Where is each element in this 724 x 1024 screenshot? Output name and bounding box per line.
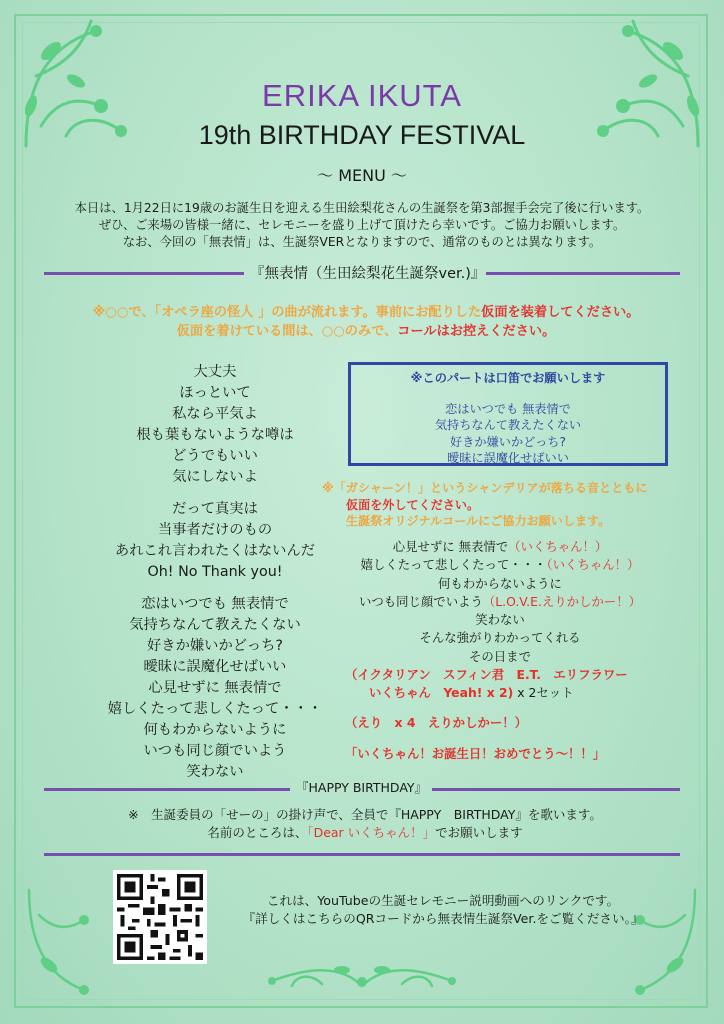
lyric-line: どうでもいい	[172, 448, 258, 464]
chant-line	[335, 684, 680, 702]
intro-line: なお、今回の「無表情」は、生誕祭VERとなりますので、通常のものとは異なります。	[122, 235, 602, 249]
lyric-line: 気にしないよ	[172, 469, 258, 485]
chant-block-3: 「いくちゃん！お誕生日！おめでとう～！！」	[345, 746, 606, 761]
lyric-line: 笑わない	[186, 764, 244, 780]
page-title: ERIKA IKUTA	[262, 78, 462, 113]
lyric-line	[330, 556, 670, 574]
menu-heading: ～ MENU ～	[317, 166, 407, 185]
lyric-line: だって真実は	[172, 501, 258, 517]
notice-line: ※「ガシャーン！」というシャンデリアが落ちる音とともに	[322, 481, 648, 495]
ornament-bottom-left-icon	[14, 880, 104, 1010]
hb-line	[60, 824, 670, 842]
page-subtitle: 19th BIRTHDAY FESTIVAL	[198, 120, 526, 150]
qr-code-icon[interactable]	[113, 870, 207, 964]
chant-block-1	[335, 666, 680, 703]
chant-block-2: （えり x 4 えりかしかー！）	[345, 715, 528, 730]
notice-highlight: 仮面を装着してください。	[481, 305, 640, 320]
chant-count: x 2セット	[513, 685, 574, 701]
lyric-line	[330, 538, 670, 556]
divider	[432, 788, 680, 791]
happy-birthday-text	[60, 806, 670, 842]
hb-highlight: 「Dear いくちゃん！」	[307, 825, 436, 840]
intro-line: 本日は、1月22日に19歳のお誕生日を迎える生田絵梨花さんの生誕祭を第3部握手会完了後に行います。	[74, 201, 650, 215]
lyric-line: ほっといて	[179, 385, 251, 401]
whistle-heading: ※このパートは口笛でお願いします	[410, 371, 606, 385]
call-text: （いくちゃん！）	[546, 557, 640, 573]
lyric-text: 嬉しくたって悲しくたって・・・	[360, 557, 547, 573]
whistle-line: 気持ちなんて教えたくない	[434, 418, 582, 432]
notice-line: 生誕祭オリジナルコールにご協力お願いします。	[346, 514, 611, 528]
notice-text: 仮面を着けている間は、○○のみで、	[176, 324, 398, 339]
notice-line	[46, 303, 686, 322]
lyric-text: いつも同じ顔でいよう	[358, 593, 483, 609]
lyric-text: 心見せずに 無表情で	[392, 539, 509, 554]
ornament-bottom-center-icon	[252, 956, 472, 996]
lyric-line: Oh! No Thank you!	[147, 564, 283, 580]
lyric-line: 大丈夫	[193, 364, 237, 380]
mask-notice	[46, 303, 686, 341]
box-spacer	[351, 387, 665, 401]
section-title-muhyoujou: 『無表情（生田絵梨花生誕祭ver.)』	[250, 266, 486, 282]
whistle-line: 好きか嫌いかどっち?	[450, 434, 566, 449]
notice-text: ※○○で、「オペラ座の怪人 」の曲が流れます。事前にお配りした	[92, 305, 482, 320]
hb-text: 名前のところは、	[207, 825, 308, 840]
lyric-line: 何もわからないように	[438, 575, 562, 591]
lyric-line: 気持ちなんて教えたくない	[129, 617, 301, 633]
lyric-line: 心見せずに 無表情で	[148, 680, 282, 696]
qr-line: これは、YouTubeの生誕セレモニー説明動画へのリンクです。	[266, 893, 620, 908]
lyric-line: その日まで	[469, 648, 531, 664]
lyric-line: 根も葉もないような噂は	[136, 427, 294, 443]
qr-line: 『詳しくはこちらのQRコードから無表情生誕祭Ver.をご覧ください。』	[242, 911, 644, 926]
hb-text: でお願いします	[435, 825, 523, 840]
lyric-line: 曖昧に誤魔化せばいい	[143, 659, 287, 675]
chandelier-notice	[322, 480, 682, 530]
call-text: （L.O.V.E.えりかしかー！）	[482, 593, 642, 609]
notice-line	[322, 497, 682, 514]
notice-highlight: 仮面を外してください。	[346, 497, 480, 512]
whistle-line: 恋はいつでも 無表情で	[445, 401, 571, 416]
lyric-spacer	[90, 583, 340, 594]
lyric-line: 恋はいつでも 無表情で	[141, 596, 289, 612]
divider	[44, 272, 244, 275]
lyric-line	[330, 593, 670, 611]
lyric-line: 嬉しくたって悲しくたって・・・	[107, 701, 323, 717]
lyric-line: 当事者だけのもの	[157, 522, 273, 538]
notice-highlight: コールはお控えください。	[397, 324, 556, 339]
call-text: （いくちゃん！）	[508, 539, 608, 554]
lyric-spacer	[90, 488, 340, 499]
chant-text: いくちゃん Yeah! x 2)	[369, 685, 514, 701]
chant-line: （イクタリアン スフィン君 E.T. エリフラワー	[345, 667, 628, 682]
divider	[486, 272, 680, 275]
lyric-line: 何もわからないように	[143, 722, 287, 738]
whistle-line: 曖昧に誤魔化せばいい	[447, 451, 569, 465]
lyric-line: そんな強がりわかってくれる	[419, 630, 581, 646]
section-title-happy-birthday: 『HAPPY BIRTHDAY』	[296, 780, 428, 795]
notice-line	[46, 322, 686, 341]
intro-line: ぜひ、ご来場の皆様一緒に、セレモニーを盛り上げて頂けたら幸いです。ご協力お願いします。	[98, 218, 626, 232]
intro-text	[0, 200, 724, 251]
lyrics-right	[330, 538, 670, 666]
lyrics-left	[90, 362, 340, 783]
lyric-line: 好きか嫌いかどっち?	[147, 638, 283, 654]
lyric-line: 笑わない	[475, 612, 525, 628]
divider	[44, 853, 680, 856]
lyric-line: 私なら平気よ	[172, 406, 258, 422]
lyric-line: いつも同じ顔でいよう	[143, 743, 287, 759]
qr-description	[213, 892, 673, 928]
lyric-line: あれこれ言われたくはないんだ	[114, 543, 316, 559]
hb-line: ※ 生誕委員の「せーの」の掛け声で、全員で『HAPPY BIRTHDAY』を歌います。	[128, 807, 602, 822]
whistle-part-box	[348, 362, 668, 466]
divider	[44, 788, 290, 791]
